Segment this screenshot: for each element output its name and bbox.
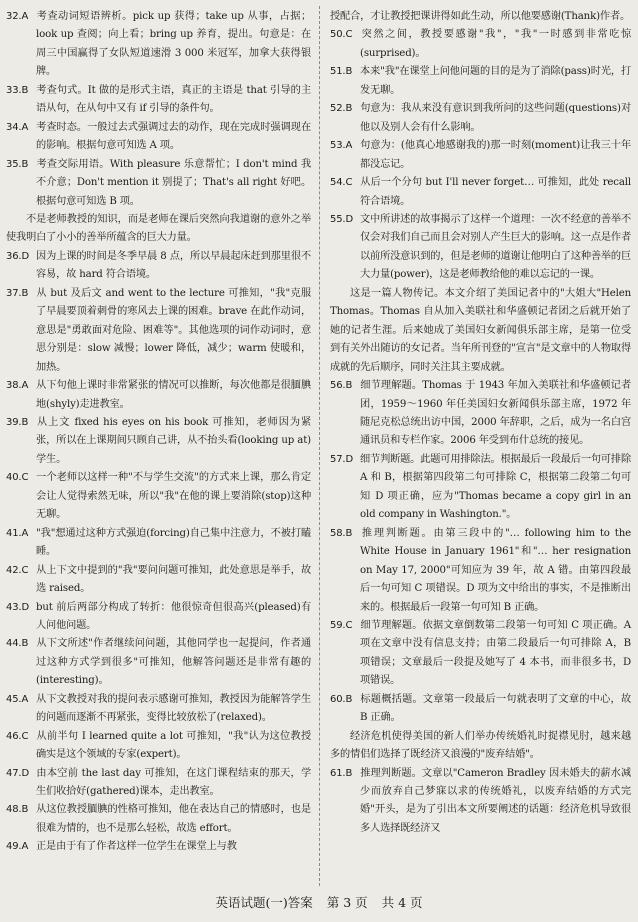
answer-explanation: 从下文教授对我的提问表示感谢可推知，教授因为能解答学生的问题而逐渐不再紧张，变得比较放松了(relaxed)。 (36, 693, 311, 724)
answer-number: 45.A (6, 693, 29, 705)
column-divider (319, 6, 320, 886)
answer-number: 34.A (6, 121, 29, 133)
answer-entry (6, 635, 311, 690)
answer-explanation: 突然之间，教授要感谢"我"，"我"一时感到非常吃惊(surprised)。 (360, 29, 631, 59)
answer-number: 54.C (330, 177, 353, 189)
answer-entry (330, 691, 631, 728)
answer-number: 50.C (330, 29, 353, 41)
answer-explanation: 标题概括题。文章第一段最后一句就表明了文章的中心，故 B 正确。 (360, 693, 631, 724)
answer-entry (6, 599, 311, 636)
answer-entry (6, 248, 311, 285)
answer-explanation: 由本空前 the last day 可推知，在这门课程结束的那天，学生们收拾好(gathered)课本，走出教室。 (36, 767, 311, 798)
answer-entry (6, 838, 311, 856)
answer-explanation: 考查交际用语。With pleasure 乐意帮忙；I don't mind 我不介意；Don't mention it 别提了；That's all right 好吧。根据句意可知选 B 项。 (36, 158, 311, 207)
answer-explanation: 句意为：(他真心地感谢我的)那一时刻(moment)让我三十年都没忘记。 (360, 140, 631, 170)
answer-entry (330, 174, 631, 211)
answer-number: 55.D (330, 213, 354, 225)
answer-number: 61.B (330, 767, 353, 779)
continued-text: 授配合，才让教授把课讲得如此生动，所以他要感谢(Thank)作者。 (330, 11, 631, 22)
answer-explanation: 从下句他上课时非常紧张的情况可以推断，每次他都是很腼腆地(shyly)走进教室。 (36, 380, 311, 410)
answer-entry (6, 525, 311, 562)
answer-number: 37.B (6, 287, 29, 299)
answer-number: 58.B (330, 527, 353, 539)
answer-entry (6, 469, 311, 524)
answer-entry (330, 137, 631, 174)
answer-number: 51.B (330, 66, 353, 78)
answer-number: 49.A (6, 841, 29, 853)
answer-number: 38.A (6, 380, 29, 392)
answer-number: 32.A (6, 11, 29, 22)
answer-number: 40.C (6, 472, 29, 484)
answer-explanation: 一个老师以这样一种"不与学生交流"的方式来上课，那么肯定会让人觉得索然无味，所以"我"在他的课上要消除(stop)这种无聊。 (36, 472, 311, 521)
answer-explanation: 正是由于有了作者这样一位学生在课堂上与教 (36, 841, 237, 853)
answer-explanation: 本来"我"在课堂上问他问题的目的是为了消除(pass)时光，打发无聊。 (360, 66, 631, 96)
answer-entry (330, 100, 631, 137)
answer-explanation: 推理判断题。文章以"Cameron Bradley 因未婚夫的薪水减少而放弃自己梦寐以求的传统婚礼，以废弃结婚的方式完婚"开头，是为了引出本文所要阐述的话题：经济危机导致很多人选择既经济又 (360, 767, 631, 834)
answer-entry (6, 8, 311, 82)
footer-total-pages: 共 4 页 (381, 895, 423, 910)
answer-explanation: 考查时态。一般过去式强调过去的动作，现在完成时强调现在的影响。根据句意可知选 A 项。 (36, 121, 311, 152)
answer-number: 60.B (330, 693, 353, 705)
answer-explanation: "我"想通过这种方式强迫(forcing)自己集中注意力，不被打瞌睡。 (36, 527, 311, 558)
answer-number: 42.C (6, 564, 29, 576)
answer-number: 47.D (6, 767, 30, 779)
answer-entry (6, 285, 311, 377)
answer-entry (6, 691, 311, 728)
answer-entry (6, 562, 311, 599)
answer-explanation: 从下文所述"作者继续问问题，其他同学也一起提问，作者通过这种方式学到很多"可推知，他解答问题还是非常有趣的(interesting)。 (36, 638, 311, 687)
answer-entry (6, 765, 311, 802)
answer-entry (330, 377, 631, 451)
answer-entry (6, 119, 311, 156)
answer-number: 59.C (330, 619, 353, 631)
answer-entry (6, 801, 311, 838)
answer-number: 43.D (6, 601, 30, 613)
answer-number: 36.D (6, 250, 30, 262)
answer-explanation: 细节判断题。此题可用排除法。根据最后一段最后一句可排除 A 和 B，根据第四段第二句可排除 C，根据第二段第二句可知 D 项正确，应为"Thomas became a copy girl in an old company in Washington."。 (360, 453, 632, 521)
passage-summary: 经济危机使得美国的新人们举办传统婚礼时捉襟见肘，越来越多的情侣们选择了既经济又浪漫的"废弃结婚"。 (330, 730, 631, 761)
answer-number: 33.B (6, 84, 29, 96)
answer-explanation: 推理判断题。由第三段中的"… following him to the White House in January 1961"和"… her resignation on May 17, 2000"可知应为 39 年，故 A 错。由第四段最后一句可知 C 项错误。D 项为文中给出的事实，不是推断出来的。根据最后一段第一句可知 B 正确。 (360, 527, 631, 613)
answer-entry (330, 26, 631, 63)
answer-entry (6, 377, 311, 414)
answer-number: 56.B (330, 380, 353, 392)
answer-explanation: 细节理解题。Thomas 于 1943 年加入美联社和华盛顿记者团，1959～1960 年任美国妇女新闻俱乐部主席，1972 年随尼克松总统出访中国，2000 年辞职，之后，成为一名白宫通讯员和专栏作家。2006 年受到布什总统的接见。 (360, 380, 631, 447)
answer-number: 57.D (330, 453, 354, 465)
answer-explanation: 句意为：我从来没有意识到我所问的这些问题(questions)对他以及别人会有什么影响。 (360, 103, 631, 133)
answer-entry (330, 63, 631, 100)
answer-entry (330, 617, 631, 691)
answer-entry (6, 82, 311, 119)
answer-explanation: 文中所讲述的故事揭示了这样一个道理：一次不经意的善举不仅会对我们自己而且会对别人产生巨大的影响。这一点是作者以前所没意识到的，但是老师的道谢让他明白了这种善举的巨大力量(power)，这是老师教给他的难以忘记的一课。 (360, 213, 632, 281)
answer-explanation: 因为上课的时间是冬季早晨 8 点，所以早晨起床赶到那里很不容易，故 hard 符合语境。 (36, 250, 311, 281)
answer-number: 41.A (6, 527, 29, 539)
passage-summary: 这是一篇人物传记。本文介绍了美国记者中的"大姐大"Helen Thomas。Thomas 自从加入美联社和华盛顿记者团之后就开始了她的记者生涯。后来她成了美国妇女新闻俱乐部主席，是第一位受到有关外出随访的女记者。当年所刊登的"宣言"是文章中的人物取得成就的先后顺序，同时关注其主要成就。 (330, 287, 631, 373)
passage-summary: 不是老师教授的知识，而是老师在课后突然向我道谢的意外之举使我明白了小小的善举所蕴含的巨大力量。 (6, 213, 311, 244)
answer-number: 46.C (6, 730, 29, 742)
answer-number: 48.B (6, 804, 29, 816)
answer-entry (330, 765, 631, 839)
answer-explanation: 从前半句 I learned quite a lot 可推知，"我"认为这位教授确实是这个领域的专家(expert)。 (36, 730, 311, 761)
answer-entry (6, 156, 311, 211)
answer-entry (330, 525, 631, 617)
answer-entry (330, 451, 631, 525)
answer-number: 52.B (330, 103, 353, 115)
answer-explanation: but 前后两部分构成了转折：他很惊奇但很高兴(pleased)有人问他问题。 (36, 601, 311, 631)
answer-explanation: 从 but 及后文 and went to the lecture 可推知，"我"克服了早晨要顶着刺骨的寒风去上课的困难。brave 在此作动词，意思是"勇敢面对危险、困难等"。其他选项的词作动词时，意思分别是：slow 减慢；lower 降低，减少；warm 使暖和，加热。 (36, 287, 311, 373)
answer-number: 39.B (6, 416, 29, 428)
footer-page-number: 第 3 页 (326, 895, 368, 910)
answer-number: 44.B (6, 638, 29, 650)
answer-explanation: 从上文 fixed his eyes on his book 可推知，老师因为紧张，所以在上课期间只顾自己讲，从不抬头看(looking up at)学生。 (36, 416, 311, 465)
left-column (6, 8, 311, 857)
answer-explanation: 从上下文中提到的"我"要问问题可推知，此处意思是举手，故选 raised。 (36, 564, 311, 595)
answer-number: 35.B (6, 158, 29, 170)
right-column (330, 8, 631, 838)
answer-explanation: 细节理解题。依据文章倒数第二段第一句可知 C 项正确。A 项在文章中没有信息支持；由第二段最后一句可排除 A，B 项错误；文章最后一段提及她写了 4 本书，而非很多书，D 项错误。 (360, 619, 631, 687)
answer-explanation: 考查句式。It 做的是形式主语，真正的主语是 that 引导的主语从句，在从句中又有 if 引导的条件句。 (36, 84, 311, 115)
answer-number: 53.A (330, 140, 353, 152)
page-footer (0, 893, 638, 911)
answer-entry (330, 211, 631, 285)
answer-entry (6, 728, 311, 765)
answer-explanation: 从后一个分句 but I'll never forget… 可推知，此处 recall 符合语境。 (360, 177, 631, 207)
answer-explanation: 考查动词短语辨析。pick up 获得；take up 从事，占据；look up 查阅；向上看；bring up 养育，提出。句意是：在周三中国赢得了女队短道速滑 3 000 米冠军，加拿大获得银牌。 (36, 11, 311, 78)
footer-title: 英语试题(一)答案 (215, 895, 313, 910)
answer-explanation: 从这位教授腼腆的性格可推知，他在表达自己的情感时，也是很难为情的，也不是那么轻松，故选 effort。 (36, 804, 311, 834)
answer-entry (6, 414, 311, 469)
